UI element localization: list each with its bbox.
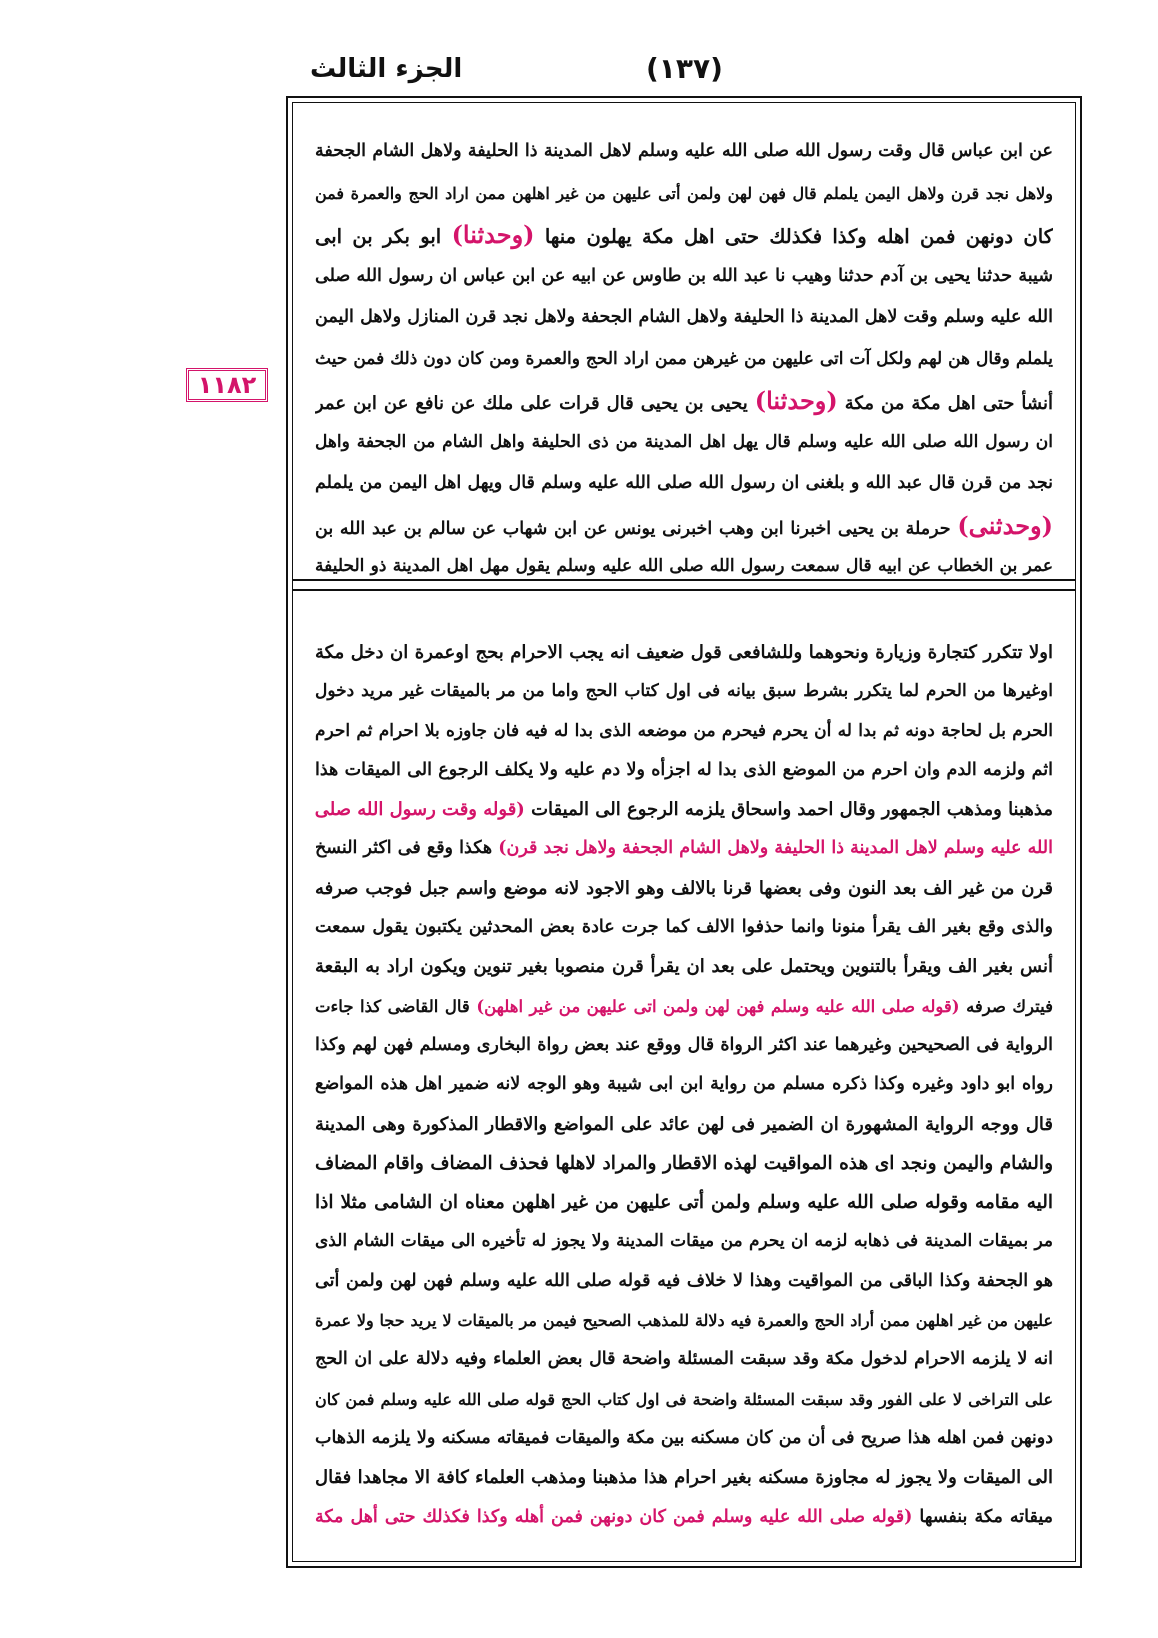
- sharh-line: مر بميقات المدينة فى ذهابه لزمه ان يحرم من ميقات المدينة ولا يجوز له تأخيره الى ميقات الشام الذى: [315, 1231, 1053, 1252]
- sharh-line: هو الجحفة وكذا الباقى من المواقيت وهذا لا خلاف فيه قوله صلى الله عليه وسلم فهن لهن ولمن أتى: [315, 1270, 1053, 1291]
- narration-marker: (وحدثنا): [754, 386, 838, 415]
- quoted-phrase: (قوله صلى الله عليه وسلم فهن لهن ولمن اتى عليهن من غير اهلهن): [476, 996, 960, 1016]
- part-title: الجزء الثالث: [310, 54, 463, 84]
- sharh-line: الله عليه وسلم لاهل المدينة ذا الحليفة ولاهل الشام الجحفة ولاهل نجد قرن) هكذا وقع فى اكثر النسخ: [315, 838, 1053, 859]
- hadith-text: [315, 131, 1053, 588]
- sharh-line: والذى وقع بغير الف يقرأ منونا وانما حذفوا الالف كما جرت عادة بعض المحدثين يكتبون يقول سمعت: [315, 917, 1053, 938]
- commentary-text: [315, 633, 1053, 1537]
- matn-line: ولاهل نجد قرن ولاهل اليمن يلملم قال فهن لهن ولمن أتى عليهن من غير اهلهن ممن اراد الحج والعمرة فمن: [315, 183, 1053, 203]
- inner-frame: [292, 102, 1076, 1562]
- narration-marker: (وحدثنى): [957, 510, 1053, 540]
- sharh-line: قال ووجه الرواية المشهورة ان الضمير فى لهن عائد على المواضع والاقطار المذكورة وهى المدينة: [315, 1113, 1053, 1135]
- sharh-line: اولا تتكرر كتجارة وزيارة ونحوهما وللشافعى قول ضعيف انه يجب الاحرام بحج اوعمرة ان دخل مكة: [315, 642, 1053, 663]
- sharh-line: مذهبنا ومذهب الجمهور وقال احمد واسحاق يلزمه الرجوع الى الميقات (قوله وقت رسول الله صلى: [315, 799, 1053, 821]
- sharh-line: انه لا يلزمه الاحرام لدخول مكة وقد سبقت المسئلة واضحة قال بعض العلماء وفيه دلالة على ان الحج: [315, 1349, 1053, 1370]
- quoted-phrase: الله عليه وسلم لاهل المدينة ذا الحليفة ولاهل الشام الجحفة ولاهل نجد قرن): [498, 838, 1053, 859]
- matn-line: (وحدثنى) حرملة بن يحيى اخبرنا ابن وهب اخبرنى يونس عن ابن شهاب عن سالم بن عبد الله بن: [315, 510, 1053, 540]
- matn-line: كان دونهن فمن اهله وكذا فكذلك حتى اهل مكة يهلون منها (وحدثنا) ابو بكر بن ابى: [315, 220, 1053, 249]
- sharh-line: والشام واليمن ونجد اى هذه المواقيت لهذه الاقطار والمراد لاهلها فحذف المضاف واقام المضاف: [315, 1152, 1053, 1174]
- sharh-line: دونهن فمن اهله هذا صريح فى أن من كان مسكنه بين مكة والميقات فميقاته مسكنه ولا يلزمه الذهاب: [315, 1427, 1053, 1448]
- matn-line: ان رسول الله صلى الله عليه وسلم قال يهل اهل المدينة من ذى الحليفة واهل الشام من الجحفة واهل: [315, 431, 1053, 452]
- matn-line: يلملم وقال هن لهم ولكل آت اتى عليهن من غيرهن ممن اراد الحج والعمرة ومن كان دون ذلك فمن حيث: [315, 348, 1053, 369]
- quoted-phrase: (قوله وقت رسول الله صلى: [315, 799, 525, 821]
- page-frame: [286, 96, 1082, 1568]
- sharh-line: اوغيرها من الحرم لما يتكرر بشرط سبق بيانه فى اول كتاب الحج واما من مر بالميقات غير مريد دخول: [315, 681, 1053, 702]
- sharh-line: على التراخى لا على الفور وقد سبقت المسئلة واضحة فى اول كتاب الحج قوله صلى الله عليه وسلم فمن كان: [315, 1389, 1053, 1409]
- matn-line: عن ابن عباس قال وقت رسول الله صلى الله عليه وسلم لاهل المدينة ذا الحليفة ولاهل الشام الجحفة: [315, 141, 1053, 161]
- section-divider: [293, 579, 1075, 591]
- hadith-number-badge: ١١٨٢: [186, 368, 268, 402]
- sharh-line: ميقاته مكة بنفسها (قوله صلى الله عليه وسلم فمن كان دونهن فمن أهله وكذا فكذلك حتى أهل مكة: [315, 1506, 1053, 1527]
- sharh-line: قرن من غير الف بعد النون وفى بعضها قرنا بالالف وهو الاجود لانه موضع واسم جبل فوجب صرفه: [315, 877, 1053, 899]
- sharh-line: الى الميقات ولا يجوز له مجاوزة مسكنه بغير احرام هذا مذهبنا ومذهب العلماء كافة الا مجاهدا فقال: [315, 1467, 1053, 1489]
- matn-line: الله عليه وسلم وقت لاهل المدينة ذا الحليفة ولاهل الشام الجحفة ولاهل نجد قرن المنازل ولاهل اليمن: [315, 307, 1053, 327]
- matn-line: نجد من قرن قال عبد الله و بلغنى ان رسول الله صلى الله عليه وسلم قال ويهل اهل اليمن من يلملم: [315, 473, 1053, 493]
- sharh-line: أنس بغير الف ويقرأ بالتنوين ويحتمل على بعد ان يقرأ قرن منصوبا بغير تنوين ويكون اراد به البقعة: [315, 956, 1053, 978]
- narration-marker: (وحدثنا): [451, 220, 535, 249]
- sharh-line: الحرم بل لحاجة دونه ثم بدا له أن يحرم فيحرم من موضعه الذى بدا له فيه فان جاوزه بلا احرام ثم احرم: [315, 720, 1053, 741]
- quoted-phrase: (قوله صلى الله عليه وسلم فمن كان دونهن فمن أهله وكذا فكذلك حتى أهل مكة: [315, 1506, 913, 1527]
- sharh-line: رواه ابو داود وغيره وكذا ذكره مسلم من رواية ابن ابى شيبة وهو الوجه لانه ضمير اهل هذه المواضع: [315, 1074, 1053, 1095]
- sharh-line: الرواية فى الصحيحين وغيرهما عند اكثر الرواة قال ووقع عند بعض رواة البخارى ومسلم فهن لهم وكذا: [315, 1034, 1053, 1055]
- sharh-line: عليهن من غير اهلهن ممن أراد الحج والعمرة فيه دلالة للمذهب الصحيح فيمن مر بالميقات لا يريد حجا ولا عمرة: [315, 1311, 1053, 1331]
- page-number: (١٣٧): [646, 52, 723, 85]
- page-header: [286, 48, 1082, 96]
- matn-line: أنشأ حتى اهل مكة من مكة (وحدثنا) يحيى بن يحيى قال قرات على ملك عن نافع عن ابن عمر: [315, 386, 1053, 415]
- sharh-line: اثم ولزمه الدم وان احرم من الموضع الذى بدا له اجزأه ولا دم عليه ولا يكلف الرجوع الى الميقات هذا: [315, 759, 1053, 780]
- matn-line: عمر بن الخطاب عن ابيه قال سمعت رسول الله صلى الله عليه وسلم يقول مهل اهل المدينة ذو الحليفة: [315, 556, 1053, 576]
- sharh-line: اليه مقامه وقوله صلى الله عليه وسلم ولمن أتى عليهن من غير اهلهن معناه ان الشامى مثلا اذا: [315, 1192, 1053, 1214]
- sharh-line: فيترك صرفه (قوله صلى الله عليه وسلم فهن لهن ولمن اتى عليهن من غير اهلهن) قال القاضى كذا جاءت: [315, 996, 1053, 1016]
- matn-line: شيبة حدثنا يحيى بن آدم حدثنا وهيب نا عبد الله بن طاوس عن ابيه عن ابن عباس ان رسول الله صلى: [315, 265, 1053, 286]
